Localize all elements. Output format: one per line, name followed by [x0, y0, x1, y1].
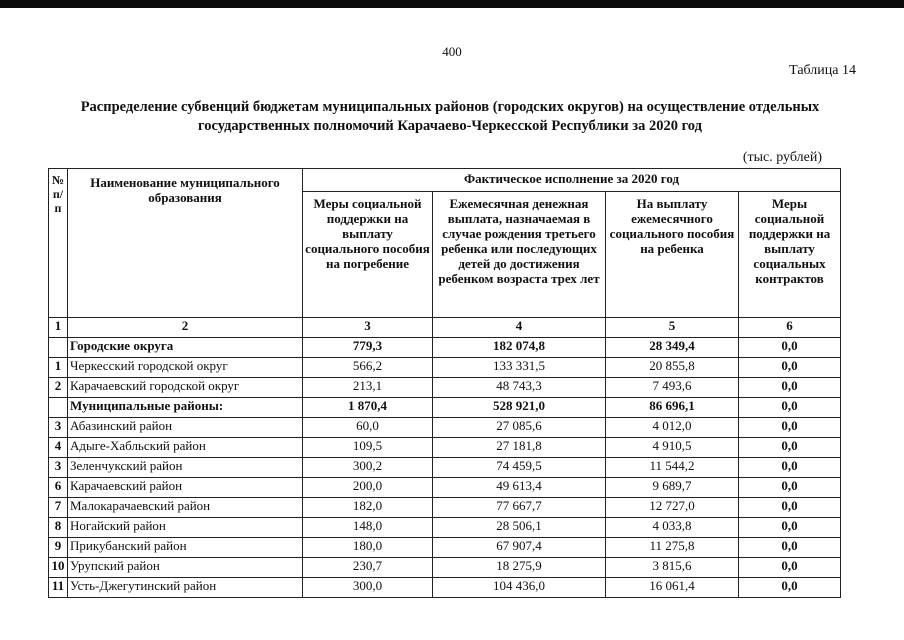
cell-burial-allowance: 182,0 — [303, 498, 433, 518]
cell-third-child-payment: 74 459,5 — [433, 458, 606, 478]
row-name: Урупский район — [68, 558, 303, 578]
row-number: 8 — [49, 518, 68, 538]
row-number: 6 — [49, 478, 68, 498]
cell-social-contracts: 0,0 — [739, 418, 841, 438]
cell-child-allowance: 11 544,2 — [606, 458, 739, 478]
header-col4: Ежемесячная денежная выплата, назначаемая в случае рождения третьего ребенка или последующих детей до достижения ребенком возраста трех лет — [433, 192, 606, 318]
cell-social-contracts: 0,0 — [739, 458, 841, 478]
header-num: № п/п — [49, 169, 68, 318]
col-number: 5 — [606, 318, 739, 338]
header-name: Наименование муниципального образования — [68, 169, 303, 318]
cell-child-allowance: 4 012,0 — [606, 418, 739, 438]
cell-third-child-payment: 67 907,4 — [433, 538, 606, 558]
row-number: 2 — [49, 378, 68, 398]
cell-burial-allowance: 148,0 — [303, 518, 433, 538]
cell-child-allowance: 86 696,1 — [606, 398, 739, 418]
row-name: Карачаевский район — [68, 478, 303, 498]
table-body — [49, 338, 841, 598]
row-name: Адыге-Хабльский район — [68, 438, 303, 458]
table-row — [49, 338, 841, 358]
table-row — [49, 378, 841, 398]
row-name: Ногайский район — [68, 518, 303, 538]
cell-third-child-payment: 49 613,4 — [433, 478, 606, 498]
col-number: 3 — [303, 318, 433, 338]
cell-third-child-payment: 133 331,5 — [433, 358, 606, 378]
cell-social-contracts: 0,0 — [739, 518, 841, 538]
cell-third-child-payment: 27 181,8 — [433, 438, 606, 458]
cell-child-allowance: 28 349,4 — [606, 338, 739, 358]
col-number: 2 — [68, 318, 303, 338]
table-row — [49, 398, 841, 418]
row-name: Муниципальные районы: — [68, 398, 303, 418]
units-label: (тыс. рублей) — [742, 150, 822, 165]
row-number: 9 — [49, 538, 68, 558]
row-name: Прикубанский район — [68, 538, 303, 558]
cell-social-contracts: 0,0 — [739, 498, 841, 518]
table-row — [49, 518, 841, 538]
row-name: Усть-Джегутинский район — [68, 578, 303, 598]
cell-third-child-payment: 182 074,8 — [433, 338, 606, 358]
cell-child-allowance: 4 033,8 — [606, 518, 739, 538]
header-col6: Меры социальной поддержки на выплату социальных контрактов — [739, 192, 841, 318]
cell-burial-allowance: 566,2 — [303, 358, 433, 378]
cell-social-contracts: 0,0 — [739, 538, 841, 558]
table-row — [49, 578, 841, 598]
cell-social-contracts: 0,0 — [739, 338, 841, 358]
table-row — [49, 358, 841, 378]
cell-social-contracts: 0,0 — [739, 398, 841, 418]
cell-third-child-payment: 48 743,3 — [433, 378, 606, 398]
row-number: 11 — [49, 578, 68, 598]
cell-child-allowance: 20 855,8 — [606, 358, 739, 378]
table-row — [49, 458, 841, 478]
cell-social-contracts: 0,0 — [739, 358, 841, 378]
column-number-row — [49, 318, 841, 338]
table-row — [49, 418, 841, 438]
cell-third-child-payment: 104 436,0 — [433, 578, 606, 598]
cell-social-contracts: 0,0 — [739, 438, 841, 458]
cell-social-contracts: 0,0 — [739, 558, 841, 578]
row-number — [49, 338, 68, 358]
cell-social-contracts: 0,0 — [739, 378, 841, 398]
row-name: Зеленчукский район — [68, 458, 303, 478]
table-row — [49, 538, 841, 558]
row-name: Абазинский район — [68, 418, 303, 438]
cell-child-allowance: 16 061,4 — [606, 578, 739, 598]
cell-burial-allowance: 60,0 — [303, 418, 433, 438]
header-group: Фактическое исполнение за 2020 год — [303, 169, 841, 192]
cell-child-allowance: 12 727,0 — [606, 498, 739, 518]
cell-burial-allowance: 213,1 — [303, 378, 433, 398]
cell-burial-allowance: 230,7 — [303, 558, 433, 578]
table-header-row-1 — [49, 169, 841, 192]
table-row — [49, 478, 841, 498]
row-number: 1 — [49, 358, 68, 378]
header-col3: Меры социальной поддержки на выплату социального пособия на погребение — [303, 192, 433, 318]
row-name: Черкесский городской округ — [68, 358, 303, 378]
table-label: Таблица 14 — [789, 63, 856, 78]
table-row — [49, 558, 841, 578]
cell-burial-allowance: 779,3 — [303, 338, 433, 358]
cell-third-child-payment: 18 275,9 — [433, 558, 606, 578]
cell-burial-allowance: 300,0 — [303, 578, 433, 598]
cell-child-allowance: 9 689,7 — [606, 478, 739, 498]
cell-burial-allowance: 200,0 — [303, 478, 433, 498]
row-number — [49, 398, 68, 418]
row-number: 10 — [49, 558, 68, 578]
row-name: Малокарачаевский район — [68, 498, 303, 518]
cell-child-allowance: 4 910,5 — [606, 438, 739, 458]
cell-burial-allowance: 180,0 — [303, 538, 433, 558]
subsidy-table — [48, 168, 841, 598]
page-number: 400 — [442, 44, 462, 59]
col-number: 4 — [433, 318, 606, 338]
cell-social-contracts: 0,0 — [739, 478, 841, 498]
row-number: 7 — [49, 498, 68, 518]
row-number: 4 — [49, 438, 68, 458]
cell-social-contracts: 0,0 — [739, 578, 841, 598]
cell-child-allowance: 3 815,6 — [606, 558, 739, 578]
header-col5: На выплату ежемесячного социального пособия на ребенка — [606, 192, 739, 318]
cell-child-allowance: 11 275,8 — [606, 538, 739, 558]
cell-third-child-payment: 77 667,7 — [433, 498, 606, 518]
table-row — [49, 498, 841, 518]
cell-burial-allowance: 109,5 — [303, 438, 433, 458]
document-title — [40, 98, 860, 136]
cell-burial-allowance: 300,2 — [303, 458, 433, 478]
col-number: 1 — [49, 318, 68, 338]
cell-burial-allowance: 1 870,4 — [303, 398, 433, 418]
col-number: 6 — [739, 318, 841, 338]
cell-child-allowance: 7 493,6 — [606, 378, 739, 398]
scan-top-border — [0, 0, 904, 8]
title-line-2: государственных полномочий Карачаево-Черкесской Республики за 2020 год — [198, 118, 702, 134]
row-number: 3 — [49, 418, 68, 438]
table-row — [49, 438, 841, 458]
cell-third-child-payment: 528 921,0 — [433, 398, 606, 418]
row-name: Карачаевский городской округ — [68, 378, 303, 398]
row-number: 3 — [49, 458, 68, 478]
cell-third-child-payment: 28 506,1 — [433, 518, 606, 538]
row-name: Городские округа — [68, 338, 303, 358]
cell-third-child-payment: 27 085,6 — [433, 418, 606, 438]
title-line-1: Распределение субвенций бюджетам муниципальных районов (городских округов) на осуществление отдельных — [80, 99, 820, 115]
